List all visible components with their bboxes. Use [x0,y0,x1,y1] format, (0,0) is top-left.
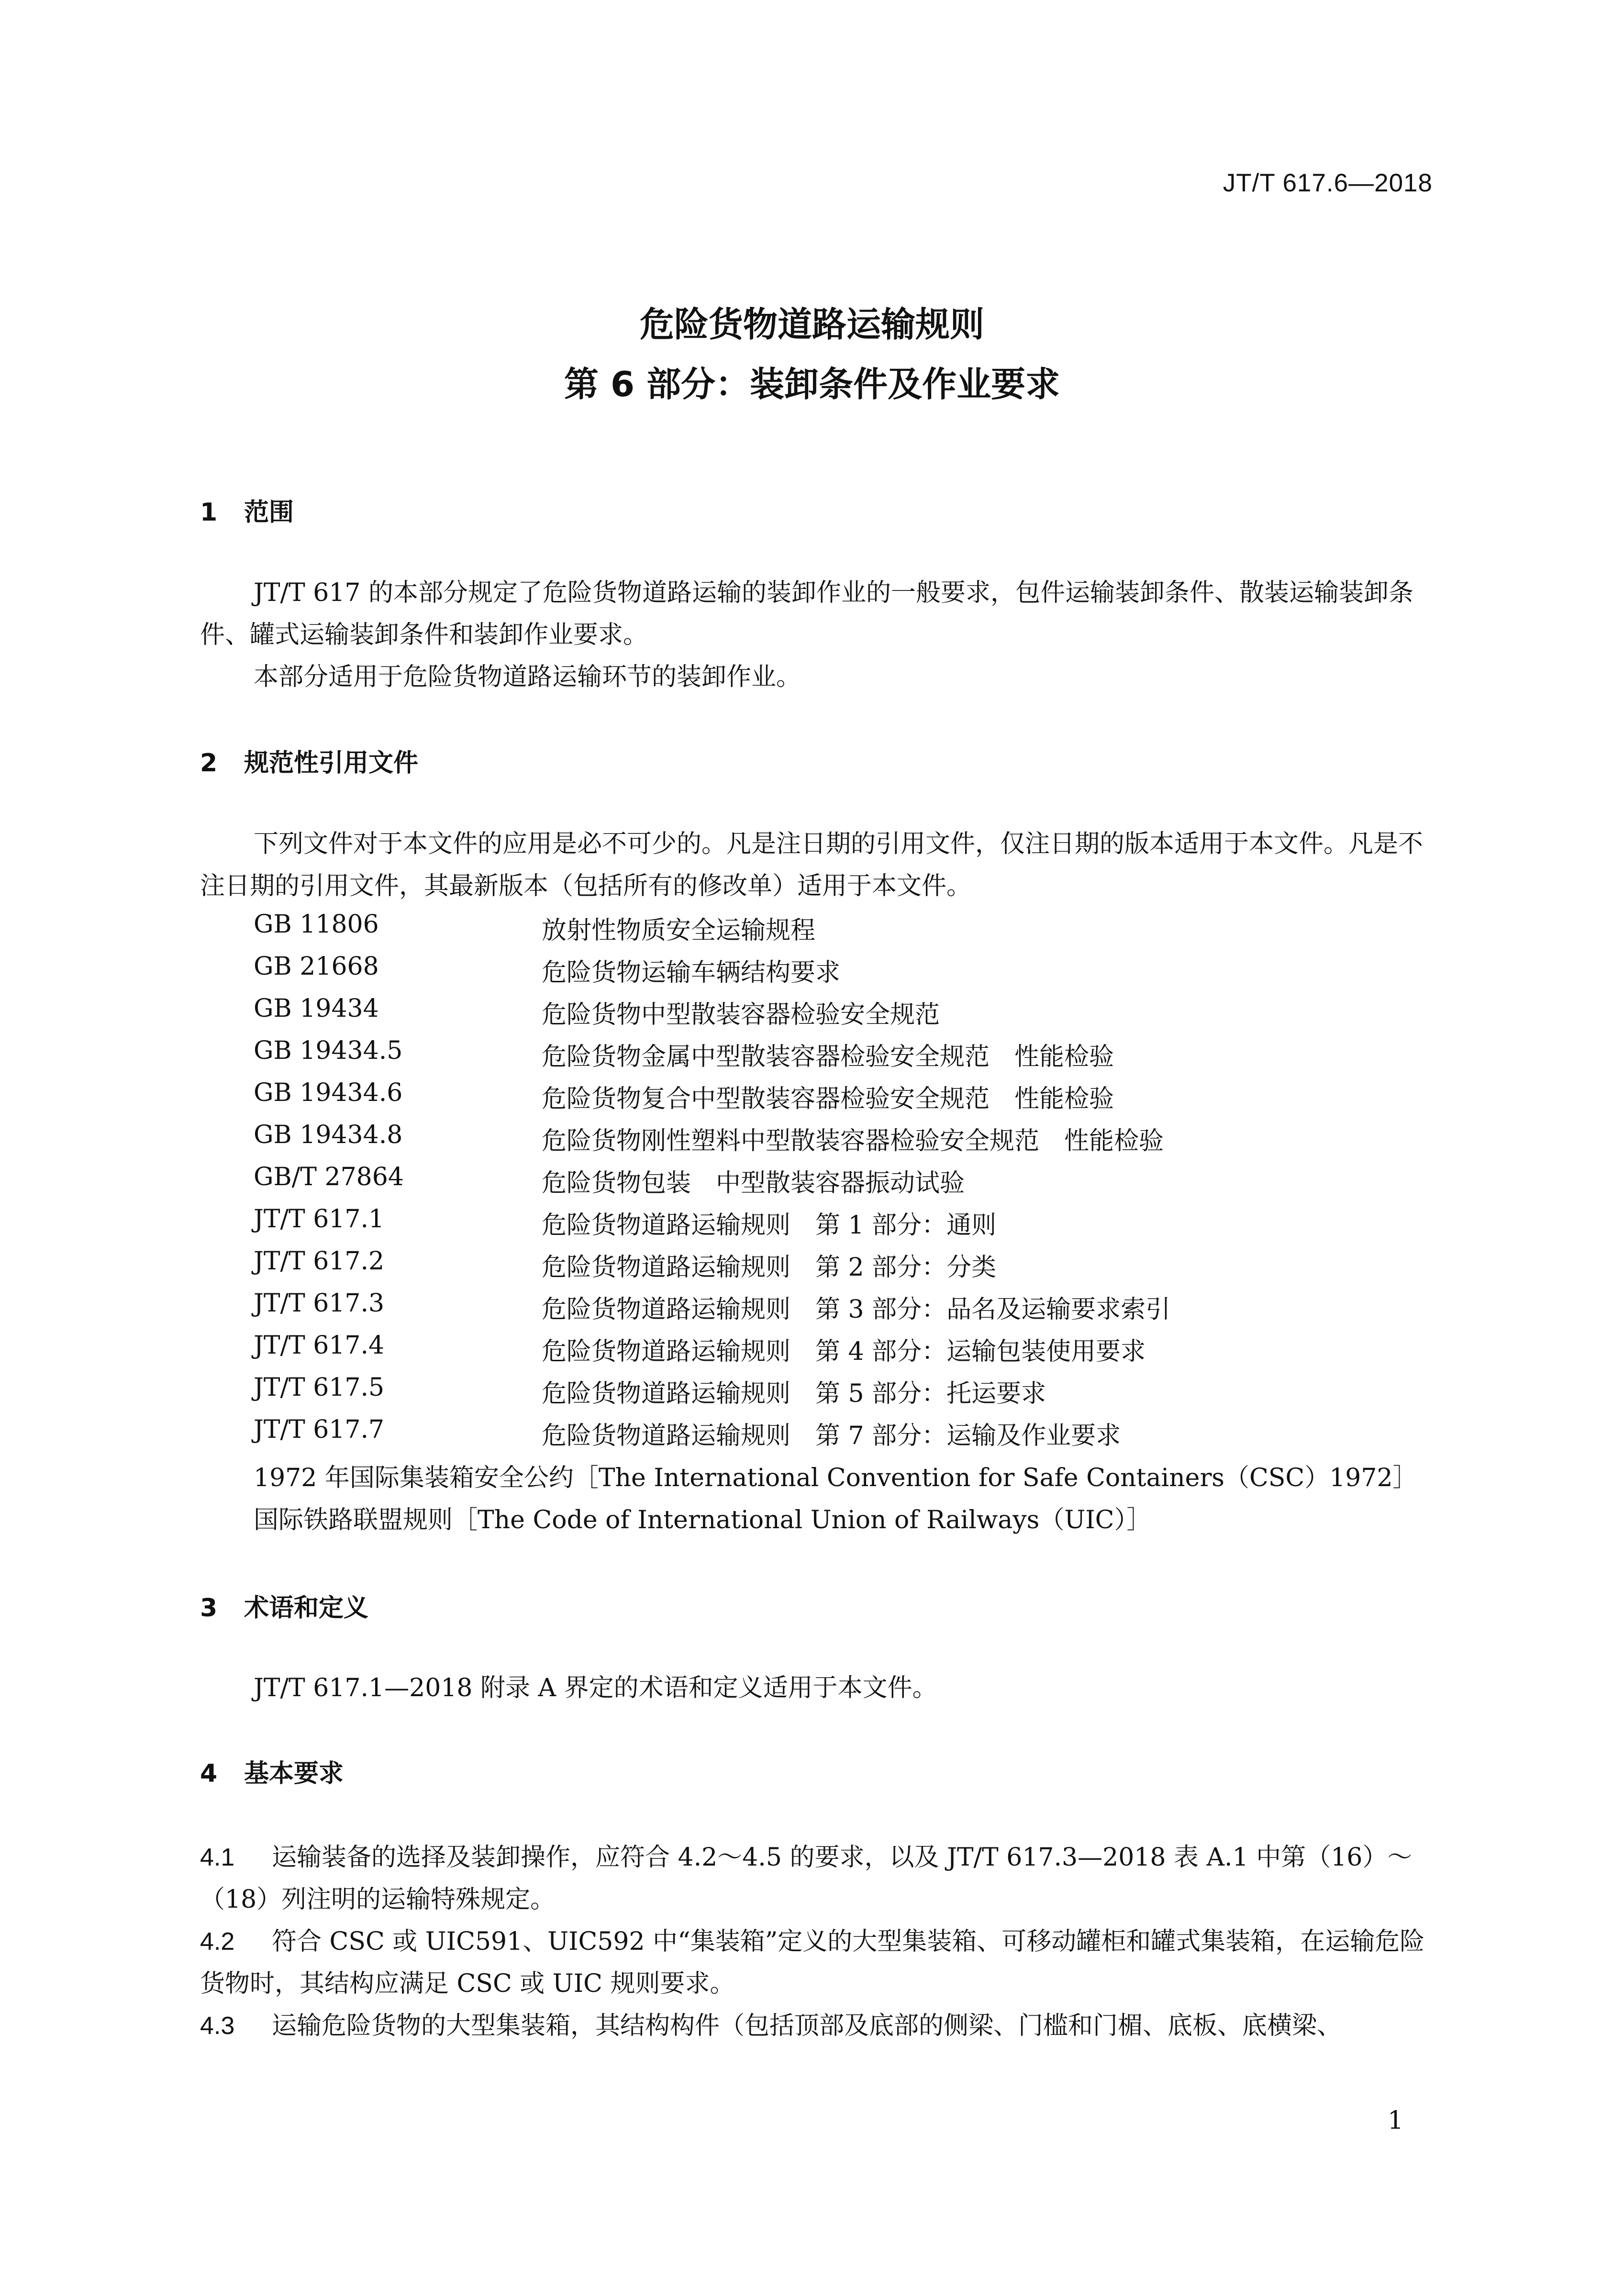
reference-code: JT/T 617.2 [254,1247,385,1276]
clause-4-3 [200,2005,1426,2047]
section-3-heading [200,1588,368,1623]
reference-code: GB 11806 [254,910,379,939]
reference-title: 危险货物复合中型散装容器检验安全规范 性能检验 [542,1085,1114,1113]
clause-text: 运输危险货物的大型集装箱，其结构构件（包括顶部及底部的侧梁、门槛和门楣、底板、底横梁、 [272,2011,1342,2040]
section-1-heading [200,492,294,528]
reference-code: GB 19434.8 [254,1121,403,1149]
reference-title: 危险货物道路运输规则 第 7 部分：运输及作业要求 [542,1422,1121,1450]
reference-code: JT/T 617.4 [254,1331,385,1360]
reference-code: GB 19434.5 [254,1036,403,1065]
reference-title: 危险货物道路运输规则 第 5 部分：托运要求 [542,1379,1046,1408]
section-3-number: 3 [200,1594,218,1622]
section-1-title: 范围 [244,498,294,527]
document-subtitle: 第 6 部分：装卸条件及作业要求 [564,364,1060,404]
reference-code: JT/T 617.7 [254,1415,385,1444]
clause-number: 4.1 [200,1844,235,1871]
section-3-title: 术语和定义 [244,1594,369,1622]
clause-text: 符合 CSC 或 UIC591、UIC592 中“集装箱”定义的大型集装箱、可移动罐柜和罐式集装箱，在运输危险货物时，其结构应满足 CSC 或 UIC 规则要求。 [200,1927,1425,1998]
page-number: 1 [1388,2106,1404,2135]
reference-title: 危险货物道路运输规则 第 3 部分：品名及运输要求索引 [542,1295,1171,1324]
section-2-intro: 下列文件对于本文件的应用是必不可少的。凡是注日期的引用文件，仅注日期的版本适用于本文件。凡是不注日期的引用文件，其最新版本（包括所有的修改单）适用于本文件。 [200,830,1424,900]
reference-title: 危险货物道路运输规则 第 1 部分：通则 [542,1211,997,1240]
section-3-para: JT/T 617.1—2018 附录 A 界定的术语和定义适用于本文件。 [254,1674,937,1702]
standard-number: JT/T 617.6—2018 [1223,169,1433,197]
reference-title: 危险货物道路运输规则 第 2 部分：分类 [542,1253,997,1282]
reference-code: JT/T 617.1 [254,1205,385,1233]
reference-uic: 国际铁路联盟规则［The Code of International Union of Railways（UIC）］ [254,1506,1152,1534]
reference-code: GB 21668 [254,952,379,981]
reference-code: JT/T 617.5 [254,1373,385,1402]
document-title: 危险货物道路运输规则 [639,304,984,344]
section-4-title: 基本要求 [244,1759,344,1788]
reference-code: JT/T 617.3 [254,1289,385,1318]
reference-title: 危险货物包装 中型散装容器振动试验 [542,1169,965,1198]
section-4-number: 4 [200,1759,218,1788]
clause-number: 4.3 [200,2012,235,2040]
reference-title: 危险货物金属中型散装容器检验安全规范 性能检验 [542,1043,1114,1071]
reference-code: GB 19434.6 [254,1078,403,1107]
section-2-title: 规范性引用文件 [244,749,419,778]
section-1-para-2: 本部分适用于危险货物道路运输环节的装卸作业。 [254,663,801,691]
clause-text: 运输装备的选择及装卸操作，应符合 4.2～4.5 的要求，以及 JT/T 617.3—2018 表 A.1 中第（16）～（18）列注明的运输特殊规定。 [200,1843,1413,1914]
reference-code: GB/T 27864 [254,1163,404,1191]
reference-csc: 1972 年国际集装箱安全公约［The International Convention for Safe Containers（CSC）1972］ [254,1464,1418,1492]
reference-title: 危险货物刚性塑料中型散装容器检验安全规范 性能检验 [542,1127,1164,1156]
section-2-number: 2 [200,749,218,778]
clause-4-1 [200,1836,1426,1921]
section-4-heading [200,1753,344,1789]
clause-number: 4.2 [200,1928,235,1956]
reference-title: 危险货物运输车辆结构要求 [542,958,841,987]
reference-code: GB 19434 [254,994,379,1023]
reference-title: 危险货物道路运输规则 第 4 部分：运输包装使用要求 [542,1337,1146,1366]
clause-4-2 [200,1921,1426,2005]
section-1-para-1: JT/T 617 的本部分规定了危险货物道路运输的装卸作业的一般要求，包件运输装卸条件、散装运输装卸条件、罐式运输装卸条件和装卸作业要求。 [200,578,1414,649]
section-1-number: 1 [200,498,218,527]
reference-title: 危险货物中型散装容器检验安全规范 [542,1000,940,1029]
section-2-heading [200,743,418,778]
reference-title: 放射性物质安全运输规程 [542,916,816,945]
